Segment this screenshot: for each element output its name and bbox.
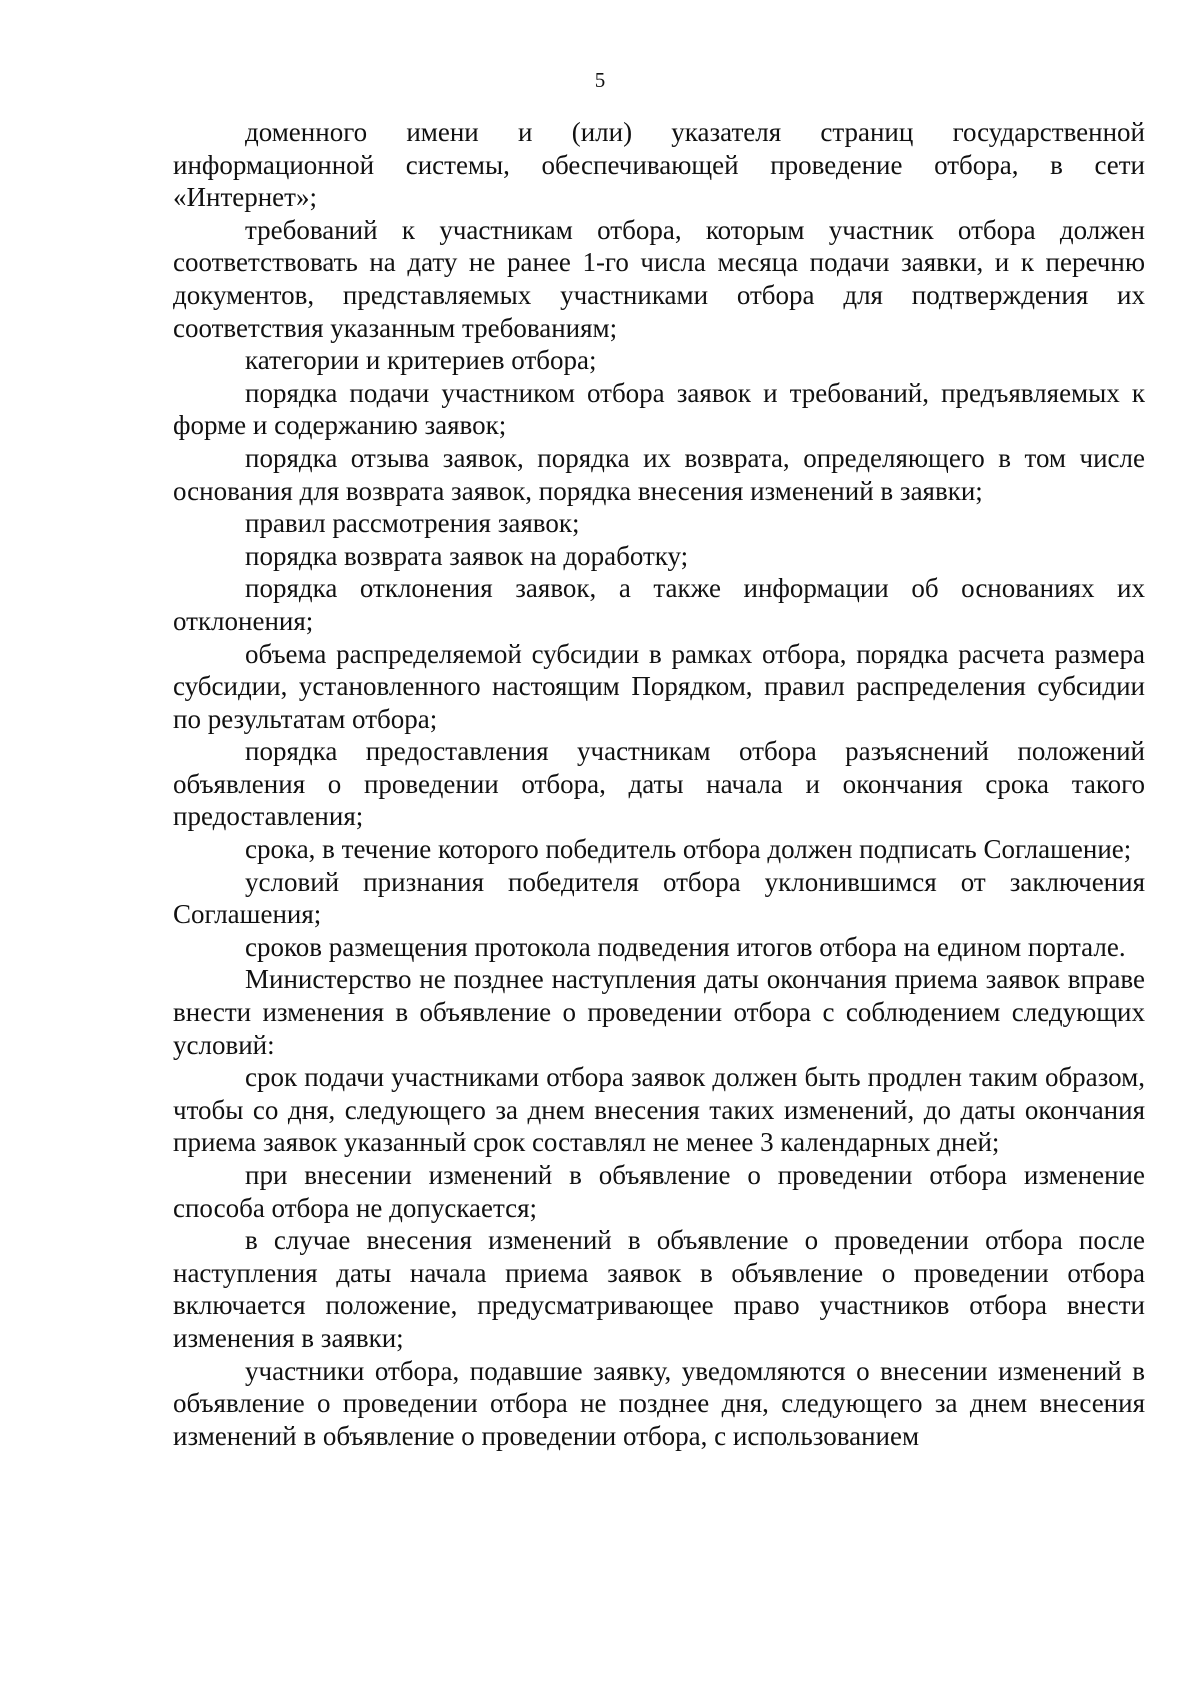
paragraph-notification: участники отбора, подавшие заявку, уведомляются о внесении изменений в объявление о проведении отбора не позднее дня, следующего за днем внесения изменений в объявление о проведении отбора, с использованием bbox=[173, 1355, 1145, 1451]
paragraph-protocol-terms: сроков размещения протокола подведения итогов отбора на едином портале. bbox=[245, 931, 1126, 962]
paragraph-withdrawal-procedure: порядка отзыва заявок, порядка их возврата, определяющего в том числе основания для возврата заявок, порядка внесения изменений в заявки; bbox=[173, 442, 1145, 506]
paragraph-return-for-revision: порядка возврата заявок на доработку; bbox=[245, 540, 689, 571]
paragraph-subsidy-volume: объема распределяемой субсидии в рамках отбора, порядка расчета размера субсидии, установленного настоящим Порядком, правил распределения субсидии по результатам отбора; bbox=[173, 638, 1145, 734]
paragraph-ministry-changes: Министерство не позднее наступления даты окончания приема заявок вправе внести изменения в объявление о проведении отбора с соблюдением следующих условий: bbox=[173, 964, 1145, 1060]
paragraph-amend-applications: в случае внесения изменений в объявление о проведении отбора после наступления даты начала приема заявок в объявление о проведении отбора включается положение, предусматривающее право участников отбора внести изменения в заявки; bbox=[173, 1225, 1145, 1353]
document-body bbox=[173, 116, 1145, 1452]
paragraph-signing-term: срока, в течение которого победитель отбора должен подписать Соглашение; bbox=[245, 834, 1132, 865]
paragraph-participant-requirements: требований к участникам отбора, которым участник отбора должен соответствовать на дату не ранее 1-го числа месяца подачи заявки, и к перечню документов, представляемых участниками отбора для подтверждения их соответствия указанным требованиям; bbox=[173, 214, 1145, 343]
paragraph-method-unchanged: при внесении изменений в объявление о проведении отбора изменение способа отбора не допускается; bbox=[173, 1160, 1145, 1223]
page-number: 5 bbox=[594, 68, 606, 92]
paragraph-extension-term: срок подачи участниками отбора заявок должен быть продлен таким образом, чтобы со дня, следующего за днем внесения таких изменений, до даты окончания приема заявок указанный срок составлял не менее 3 календарных дней; bbox=[173, 1062, 1145, 1158]
paragraph-review-rules: правил рассмотрения заявок; bbox=[245, 508, 580, 539]
paragraph-rejection-procedure: порядка отклонения заявок, а также информации об основаниях их отклонения; bbox=[173, 573, 1145, 636]
paragraph-clarifications: порядка предоставления участникам отбора разъяснений положений объявления о проведении отбора, даты начала и окончания срока такого предоставления; bbox=[173, 736, 1145, 832]
paragraph-submission-procedure: порядка подачи участником отбора заявок и требований, предъявляемых к форме и содержанию заявок; bbox=[173, 377, 1145, 441]
paragraph-domain-name: доменного имени и (или) указателя страниц государственной информационной системы, обеспечивающей проведение отбора, в сети «Интернет»; bbox=[173, 117, 1145, 213]
paragraph-evasion-conditions: условий признания победителя отбора уклонившимся от заключения Соглашения; bbox=[173, 866, 1145, 930]
paragraph-categories-criteria: категории и критериев отбора; bbox=[245, 345, 597, 376]
